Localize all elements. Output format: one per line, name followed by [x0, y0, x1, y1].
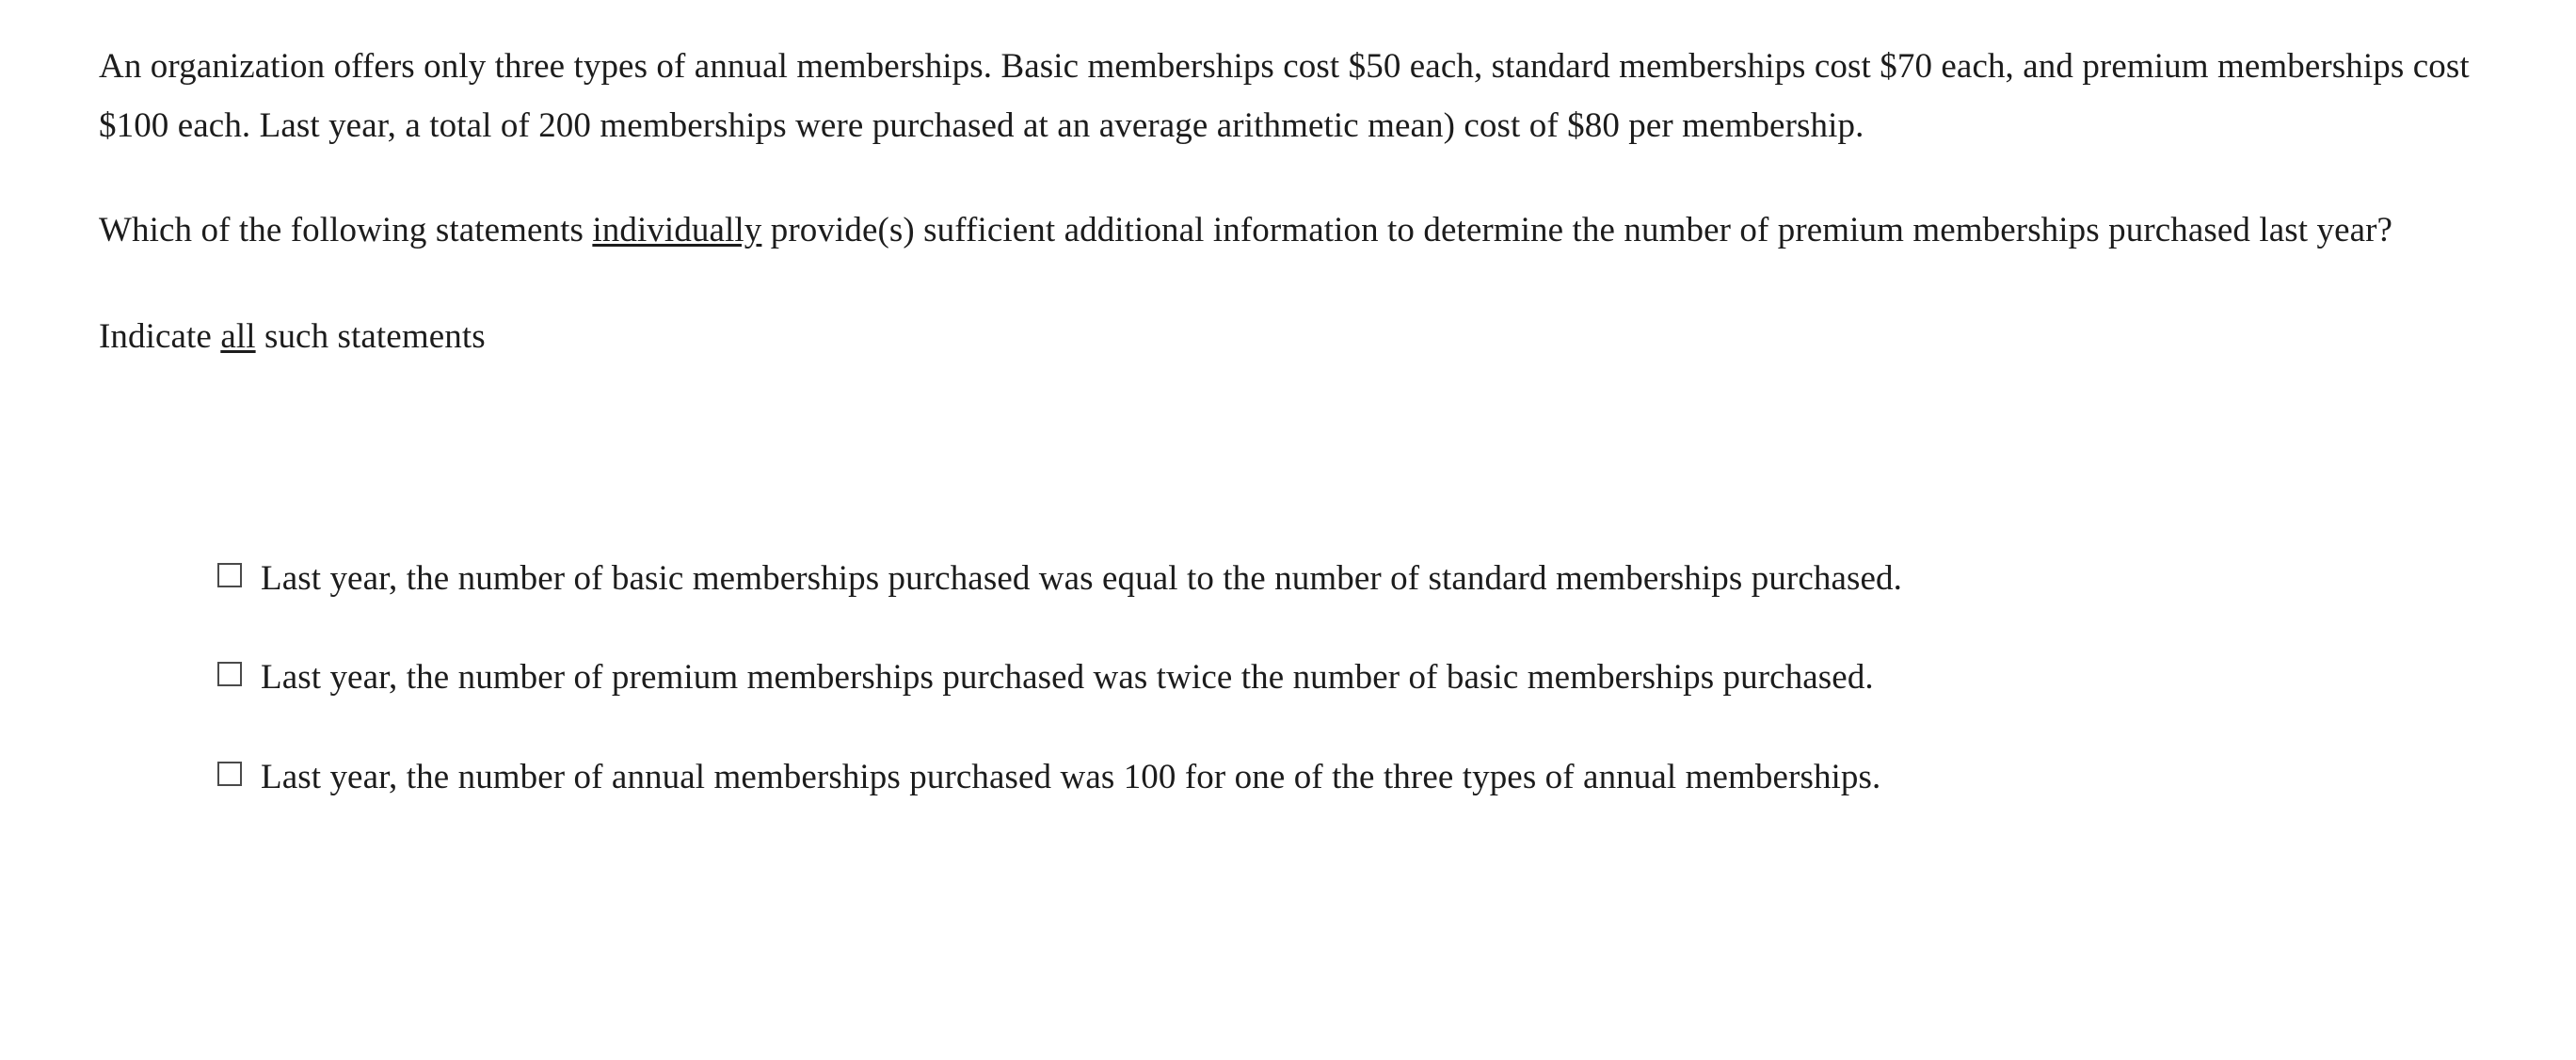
stem-paragraph-prompt [99, 201, 2508, 261]
instruction-emphasis-all: all [220, 316, 256, 356]
question-stem [99, 38, 2508, 367]
instruction-text-lead: Indicate [99, 316, 221, 356]
answer-choice-3[interactable] [217, 752, 2520, 803]
answer-choice-label: Last year, the number of annual memberships purchased was 100 for one of the three types of annual memberships. [261, 757, 1881, 796]
answer-choice-label: Last year, the number of premium memberships purchased was twice the number of basic memberships purchased. [261, 658, 1874, 698]
answer-choices-list [217, 554, 2520, 803]
answer-choice-1[interactable] [217, 554, 2520, 604]
instruction-text-tail: such statements [255, 316, 486, 356]
checkbox-icon[interactable] [217, 762, 242, 786]
answer-choice-label: Last year, the number of basic memberships purchased was equal to the number of standard memberships purchased. [261, 558, 1902, 598]
stem-paragraph-instruction [99, 308, 2508, 367]
layout-spacer [99, 412, 2520, 554]
checkbox-icon[interactable] [217, 563, 242, 587]
prompt-emphasis-individually: individually [592, 210, 762, 249]
prompt-text-tail: provide(s) sufficient additional information to determine the number of premium memberships purchased last year? [761, 210, 2393, 249]
stem-paragraph-context: An organization offers only three types of annual memberships. Basic memberships cost $50 each, standard memberships cost $70 each, and premium memberships cost $100 each. Last year, a total of 200 memberships were purchased at an average arithmetic mean) cost of $80 per membership. [99, 47, 2470, 145]
checkbox-icon[interactable] [217, 662, 242, 686]
answer-choice-2[interactable] [217, 652, 2520, 703]
prompt-text-lead: Which of the following statements [99, 210, 593, 249]
